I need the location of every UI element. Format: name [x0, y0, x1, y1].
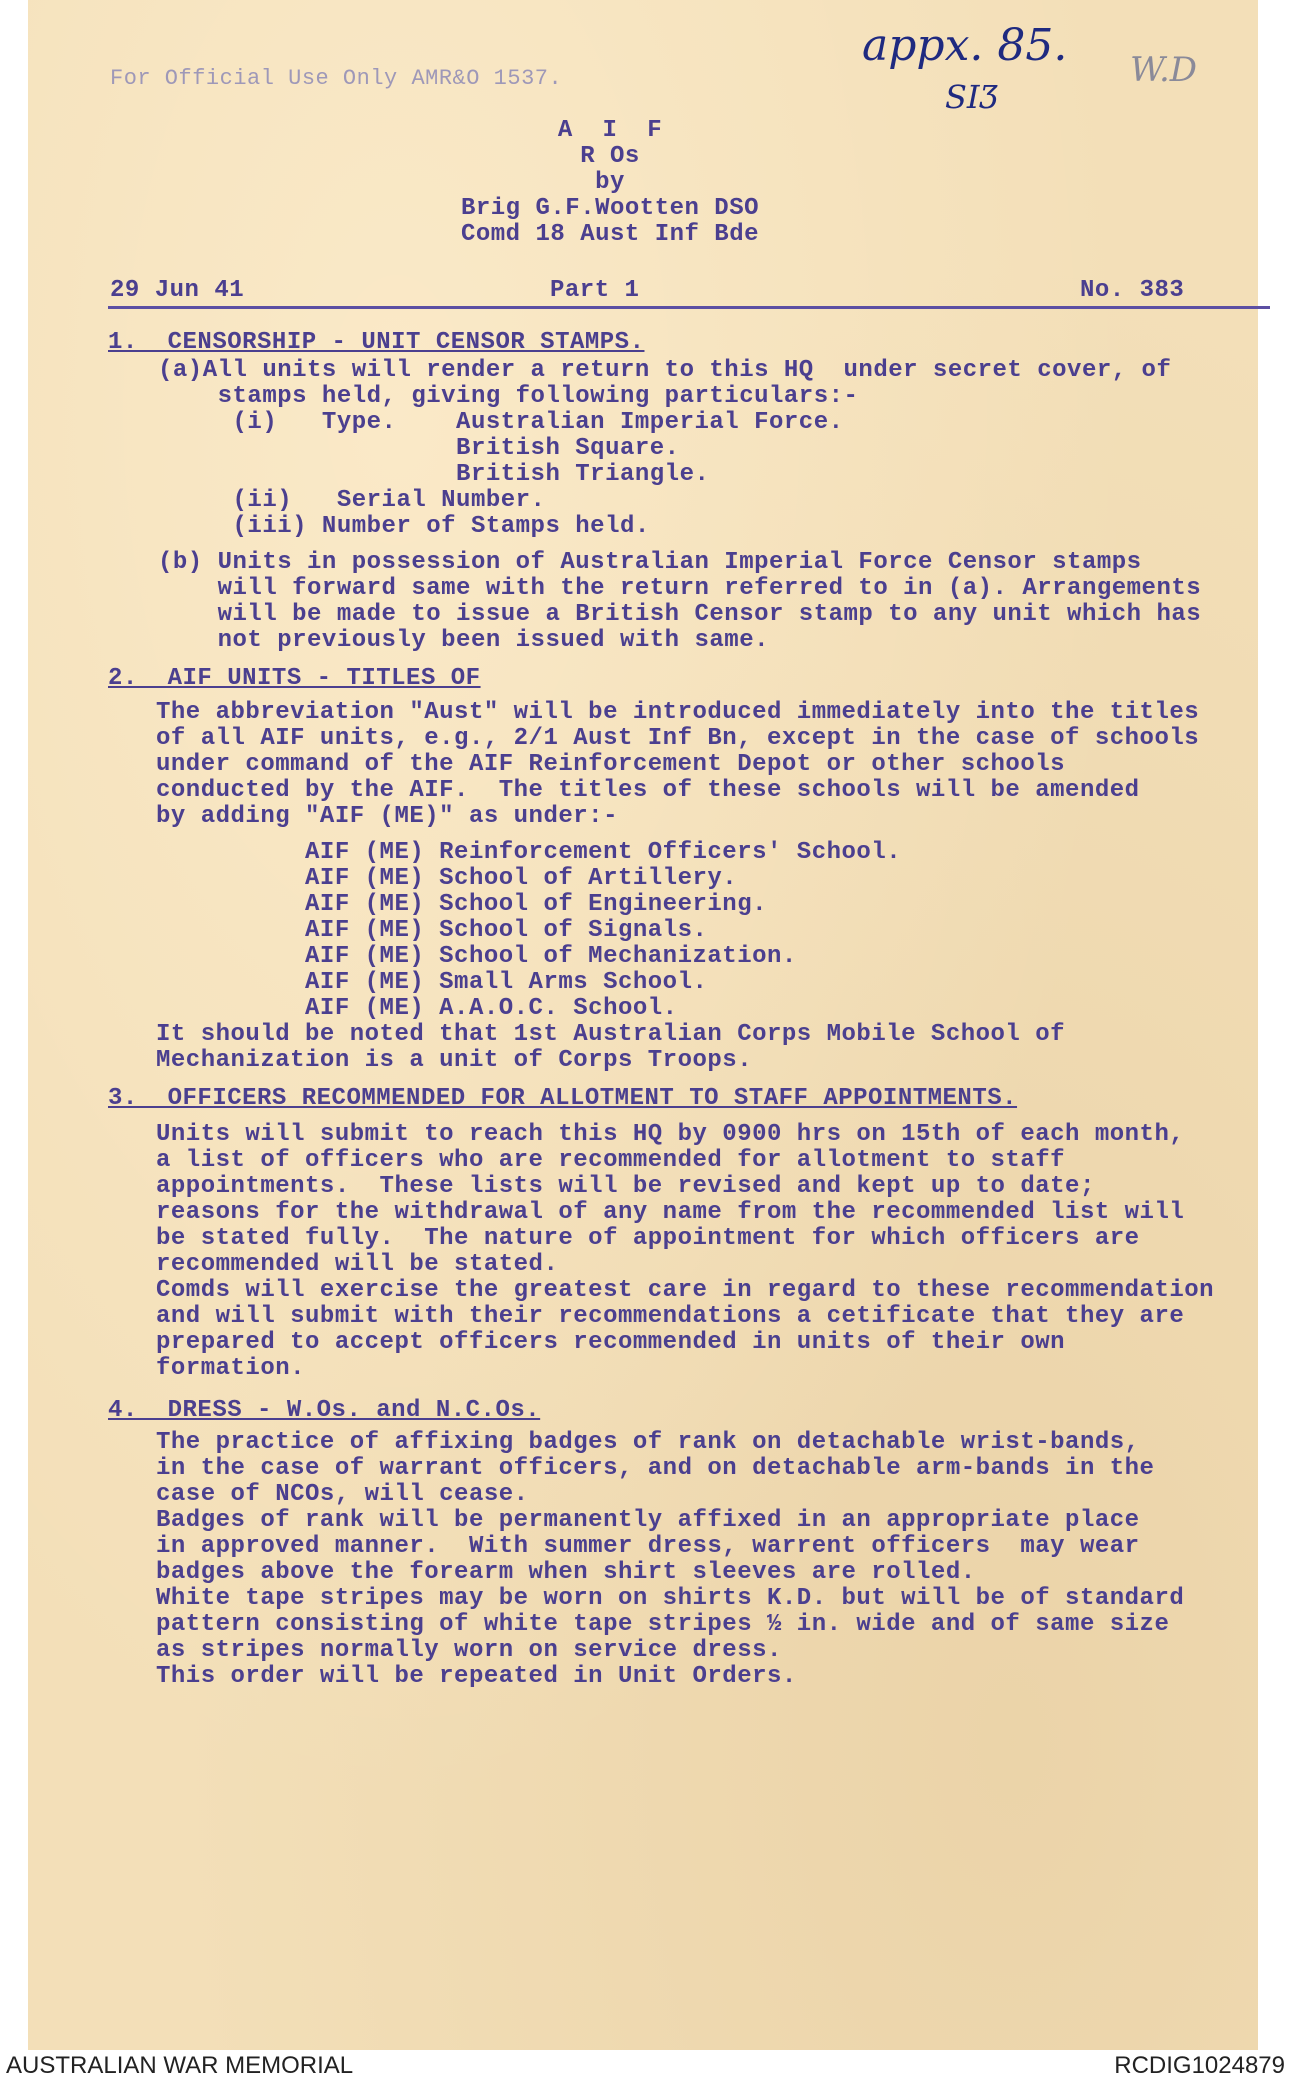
school-list-item: AIF (ME) School of Mechanization. [156, 943, 797, 970]
school-list-item: AIF (ME) School of Signals. [156, 917, 708, 944]
section-4-line: pattern consisting of white tape stripes ½ in. wide and of same size [156, 1611, 1170, 1638]
section-2-line: of all AIF units, e.g., 2/1 Aust Inf Bn, except in the case of schools [156, 725, 1200, 752]
order-date: 29 Jun 41 [110, 277, 245, 304]
section-4-line: White tape stripes may be worn on shirts K.D. but will be of standard [156, 1585, 1185, 1612]
section-4-line: as stripes normally worn on service dress. [156, 1637, 782, 1664]
header-rule [108, 306, 1270, 309]
official-use-line: For Official Use Only AMR&O 1537. [110, 66, 563, 91]
section-1-line: will be made to issue a British Censor stamp to any unit which has [158, 601, 1202, 628]
section-2-line: The abbreviation "Aust" will be introduced immediately into the titles [156, 699, 1200, 726]
section-1-line: British Square. [158, 435, 680, 462]
section-4-line: The practice of affixing badges of rank on detachable wrist-bands, [156, 1429, 1140, 1456]
section-3-heading: 3. OFFICERS RECOMMENDED FOR ALLOTMENT TO STAFF APPOINTMENTS. [108, 1085, 1018, 1112]
section-4-line: This order will be repeated in Unit Orders. [156, 1663, 797, 1690]
archive-footer [0, 2050, 1293, 2081]
section-3-line: be stated fully. The nature of appointment for which officers are [156, 1225, 1140, 1252]
order-number: No. 383 [1080, 277, 1185, 304]
section-1-line: (iii) Number of Stamps held. [158, 513, 650, 540]
section-3-line: recommended will be stated. [156, 1251, 559, 1278]
title-command: Comd 18 Aust Inf Bde [460, 221, 760, 248]
handwritten-sub-note: ЅӀӠ [945, 78, 998, 116]
section-3-line: and will submit with their recommendations a cetificate that they are [156, 1303, 1185, 1330]
section-3-line: Comds will exercise the greatest care in regard to these recommendation [156, 1277, 1215, 1304]
section-4-line: Badges of rank will be permanently affixed in an appropriate place [156, 1507, 1140, 1534]
section-3-line: appointments. These lists will be revised and kept up to date; [156, 1173, 1095, 1200]
section-1-line: (b) Units in possession of Australian Imperial Force Censor stamps [158, 549, 1142, 576]
section-2-line: conducted by the AIF. The titles of these schools will be amended [156, 777, 1140, 804]
section-4-line: in the case of warrant officers, and on detachable arm-bands in the [156, 1455, 1155, 1482]
footer-institution: AUSTRALIAN WAR MEMORIAL [6, 2052, 354, 2079]
section-3-line: a list of officers who are recommended for allotment to staff [156, 1147, 1066, 1174]
title-brigadier: Brig G.F.Wootten DSO [460, 195, 760, 222]
section-3-line: prepared to accept officers recommended in units of their own [156, 1329, 1066, 1356]
title-aif: A I F [557, 117, 663, 144]
section-2-line: by adding "AIF (ME)" as under:- [156, 803, 618, 830]
footer-record-id: RCDIG1024879 [1114, 2052, 1285, 2079]
section-1-line: (a)All units will render a return to this HQ under secret cover, of [158, 357, 1172, 384]
section-4-heading: 4. DRESS - W.Os. and N.C.Os. [108, 1397, 541, 1424]
school-list-item: AIF (ME) Small Arms School. [156, 969, 708, 996]
section-2-heading: 2. AIF UNITS - TITLES OF [108, 665, 481, 692]
section-1-heading: 1. CENSORSHIP - UNIT CENSOR STAMPS. [108, 329, 645, 356]
section-3-line: reasons for the withdrawal of any name from the recommended list will [156, 1199, 1185, 1226]
section-3-line: formation. [156, 1355, 306, 1382]
title-ros: R Os [580, 143, 640, 170]
pencil-wd-note: W.D [1130, 50, 1198, 90]
section-4-line: case of NCOs, will cease. [156, 1481, 529, 1508]
section-2-line: under command of the AIF Reinforcement Depot or other schools [156, 751, 1066, 778]
section-4-line: in approved manner. With summer dress, warrent officers may wear [156, 1533, 1140, 1560]
section-1-line: (ii) Serial Number. [158, 487, 546, 514]
school-list-item: AIF (ME) School of Engineering. [156, 891, 767, 918]
section-4-line: badges above the forearm when shirt sleeves are rolled. [156, 1559, 976, 1586]
section-2-line: Mechanization is a unit of Corps Troops. [156, 1047, 753, 1074]
order-part: Part 1 [550, 277, 640, 304]
section-1-line: British Triangle. [158, 461, 710, 488]
section-1-line: stamps held, giving following particulars:- [158, 383, 859, 410]
school-list-item: AIF (ME) A.A.O.C. School. [156, 995, 678, 1022]
section-2-line: It should be noted that 1st Australian Corps Mobile School of [156, 1021, 1066, 1048]
section-1-line: not previously been issued with same. [158, 627, 769, 654]
section-1-line: (i) Type. Australian Imperial Force. [158, 409, 844, 436]
title-by: by [595, 169, 625, 196]
school-list-item: AIF (ME) School of Artillery. [156, 865, 738, 892]
handwritten-appendix-note: appx. 85. [862, 20, 1068, 71]
section-3-line: Units will submit to reach this HQ by 0900 hrs on 15th of each month, [156, 1121, 1185, 1148]
school-list-item: AIF (ME) Reinforcement Officers' School. [156, 839, 902, 866]
section-1-line: will forward same with the return referred to in (a). Arrangements [158, 575, 1202, 602]
